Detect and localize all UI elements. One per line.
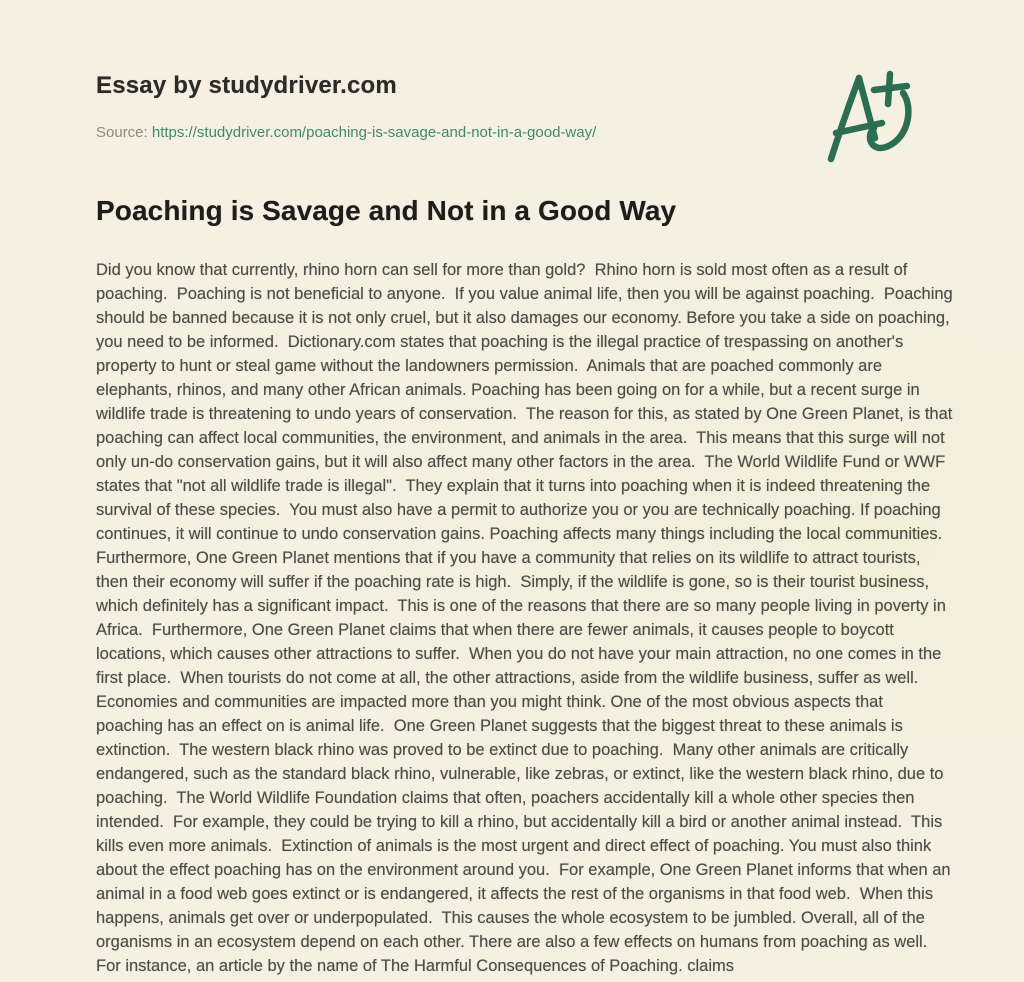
essay-line: organisms in an ecosystem depend on each other. There are also a few effects on humans from poaching as well.	[96, 933, 928, 951]
essay-line: intended. For example, they could be trying to kill a rhino, but accidentally kill a bird or another animal instead. This	[96, 813, 943, 831]
essay-line: Did you know that currently, rhino horn can sell for more than gold? Rhino horn is sold most often as a result of	[96, 261, 908, 279]
essay-line: first place. When tourists do not come at all, the other attractions, aside from the wildlife business, suffer as well.	[96, 669, 919, 687]
essay-line: endangered, such as the standard black rhino, vulnerable, like zebras, or extinct, like the western black rhino, due to	[96, 765, 944, 783]
essay-line: you need to be informed. Dictionary.com states that poaching is the illegal practice of trespassing on another's	[96, 333, 904, 351]
essay-line: For instance, an article by the name of The Harmful Consequences of Poaching. claims	[96, 957, 735, 975]
essay-line: animal in a food web goes extinct or is endangered, it affects the rest of the organisms in that food web. When this	[96, 885, 934, 903]
essay-line: only un-do conservation gains, but it will also affect many other factors in the area. The World Wildlife Fund or WWF	[96, 453, 946, 471]
essay-line: happens, animals get over or underpopulated. This causes the whole ecosystem to be jumbled. Overall, all of the	[96, 909, 925, 927]
essay-line: locations, which causes other attractions to suffer. When you do not have your main attraction, no one comes in the	[96, 645, 942, 663]
essay-line: which definitely has a significant impact. This is one of the reasons that there are so many people living in poverty in	[96, 597, 946, 615]
essay-line: Economies and communities are impacted more than you might think. One of the most obvious aspects that	[96, 693, 883, 711]
essay-line: about the effect poaching has on the environment around you. For example, One Green Planet informs that when an	[96, 861, 951, 879]
essay-title: Poaching is Savage and Not in a Good Way	[96, 195, 677, 226]
essay-line: poaching. Poaching is not beneficial to anyone. If you value animal life, then you will be against poaching. Poaching	[96, 285, 953, 303]
essay-line: should be banned because it is not only cruel, but it also damages our economy. Before you take a side on poaching,	[96, 309, 950, 327]
essay-line: states that "not all wildlife trade is illegal". They explain that it turns into poaching when it is indeed threatening the	[96, 477, 931, 495]
essay-line: Africa. Furthermore, One Green Planet claims that when there are fewer animals, it causes people to boycott	[96, 621, 894, 639]
essay-line: then their economy will suffer if the poaching rate is high. Simply, if the wildlife is gone, so is their tourist business,	[96, 573, 930, 591]
essay-line: continues, it will continue to undo conservation gains. Poaching affects many things including the local communities.	[96, 525, 943, 543]
essay-line: poaching can affect local communities, the environment, and animals in the area. This means that this surge will not	[96, 429, 945, 447]
essay-line: survival of these species. You must also have a permit to authorize you or you are technically poaching. If poaching	[96, 501, 941, 519]
a-plus-logo-icon	[822, 66, 914, 166]
essay-line: poaching. The World Wildlife Foundation claims that often, poachers accidentally kill a whole other species then	[96, 789, 915, 807]
source-line	[96, 124, 596, 141]
essay-line: poaching has an effect on is animal life. One Green Planet suggests that the biggest threat to these animals is	[96, 717, 903, 735]
essay-line: kills even more animals. Extinction of animals is the most urgent and direct effect of poaching. You must also think	[96, 837, 932, 855]
essay-line: extinction. The western black rhino was proved to be extinct due to poaching. Many other animals are critically	[96, 741, 909, 759]
source-link[interactable]: https://studydriver.com/poaching-is-savage-and-not-in-a-good-way/	[151, 124, 597, 141]
essay-line: elephants, rhinos, and many other African animals. Poaching has been going on for a while, but a recent surge in	[96, 381, 920, 399]
essay-line: wildlife trade is threatening to undo years of conservation. The reason for this, as stated by One Green Planet, is that	[96, 405, 953, 423]
essay-line: Furthermore, One Green Planet mentions that if you have a community that relies on its wildlife to attract tourists,	[96, 549, 921, 567]
source-label: Source:	[96, 124, 152, 141]
page-header: Essay by studydriver.com	[96, 72, 397, 99]
essay-body	[96, 258, 953, 978]
essay-line: property to hunt or steal game without the landowners permission. Animals that are poached commonly are	[96, 357, 882, 375]
